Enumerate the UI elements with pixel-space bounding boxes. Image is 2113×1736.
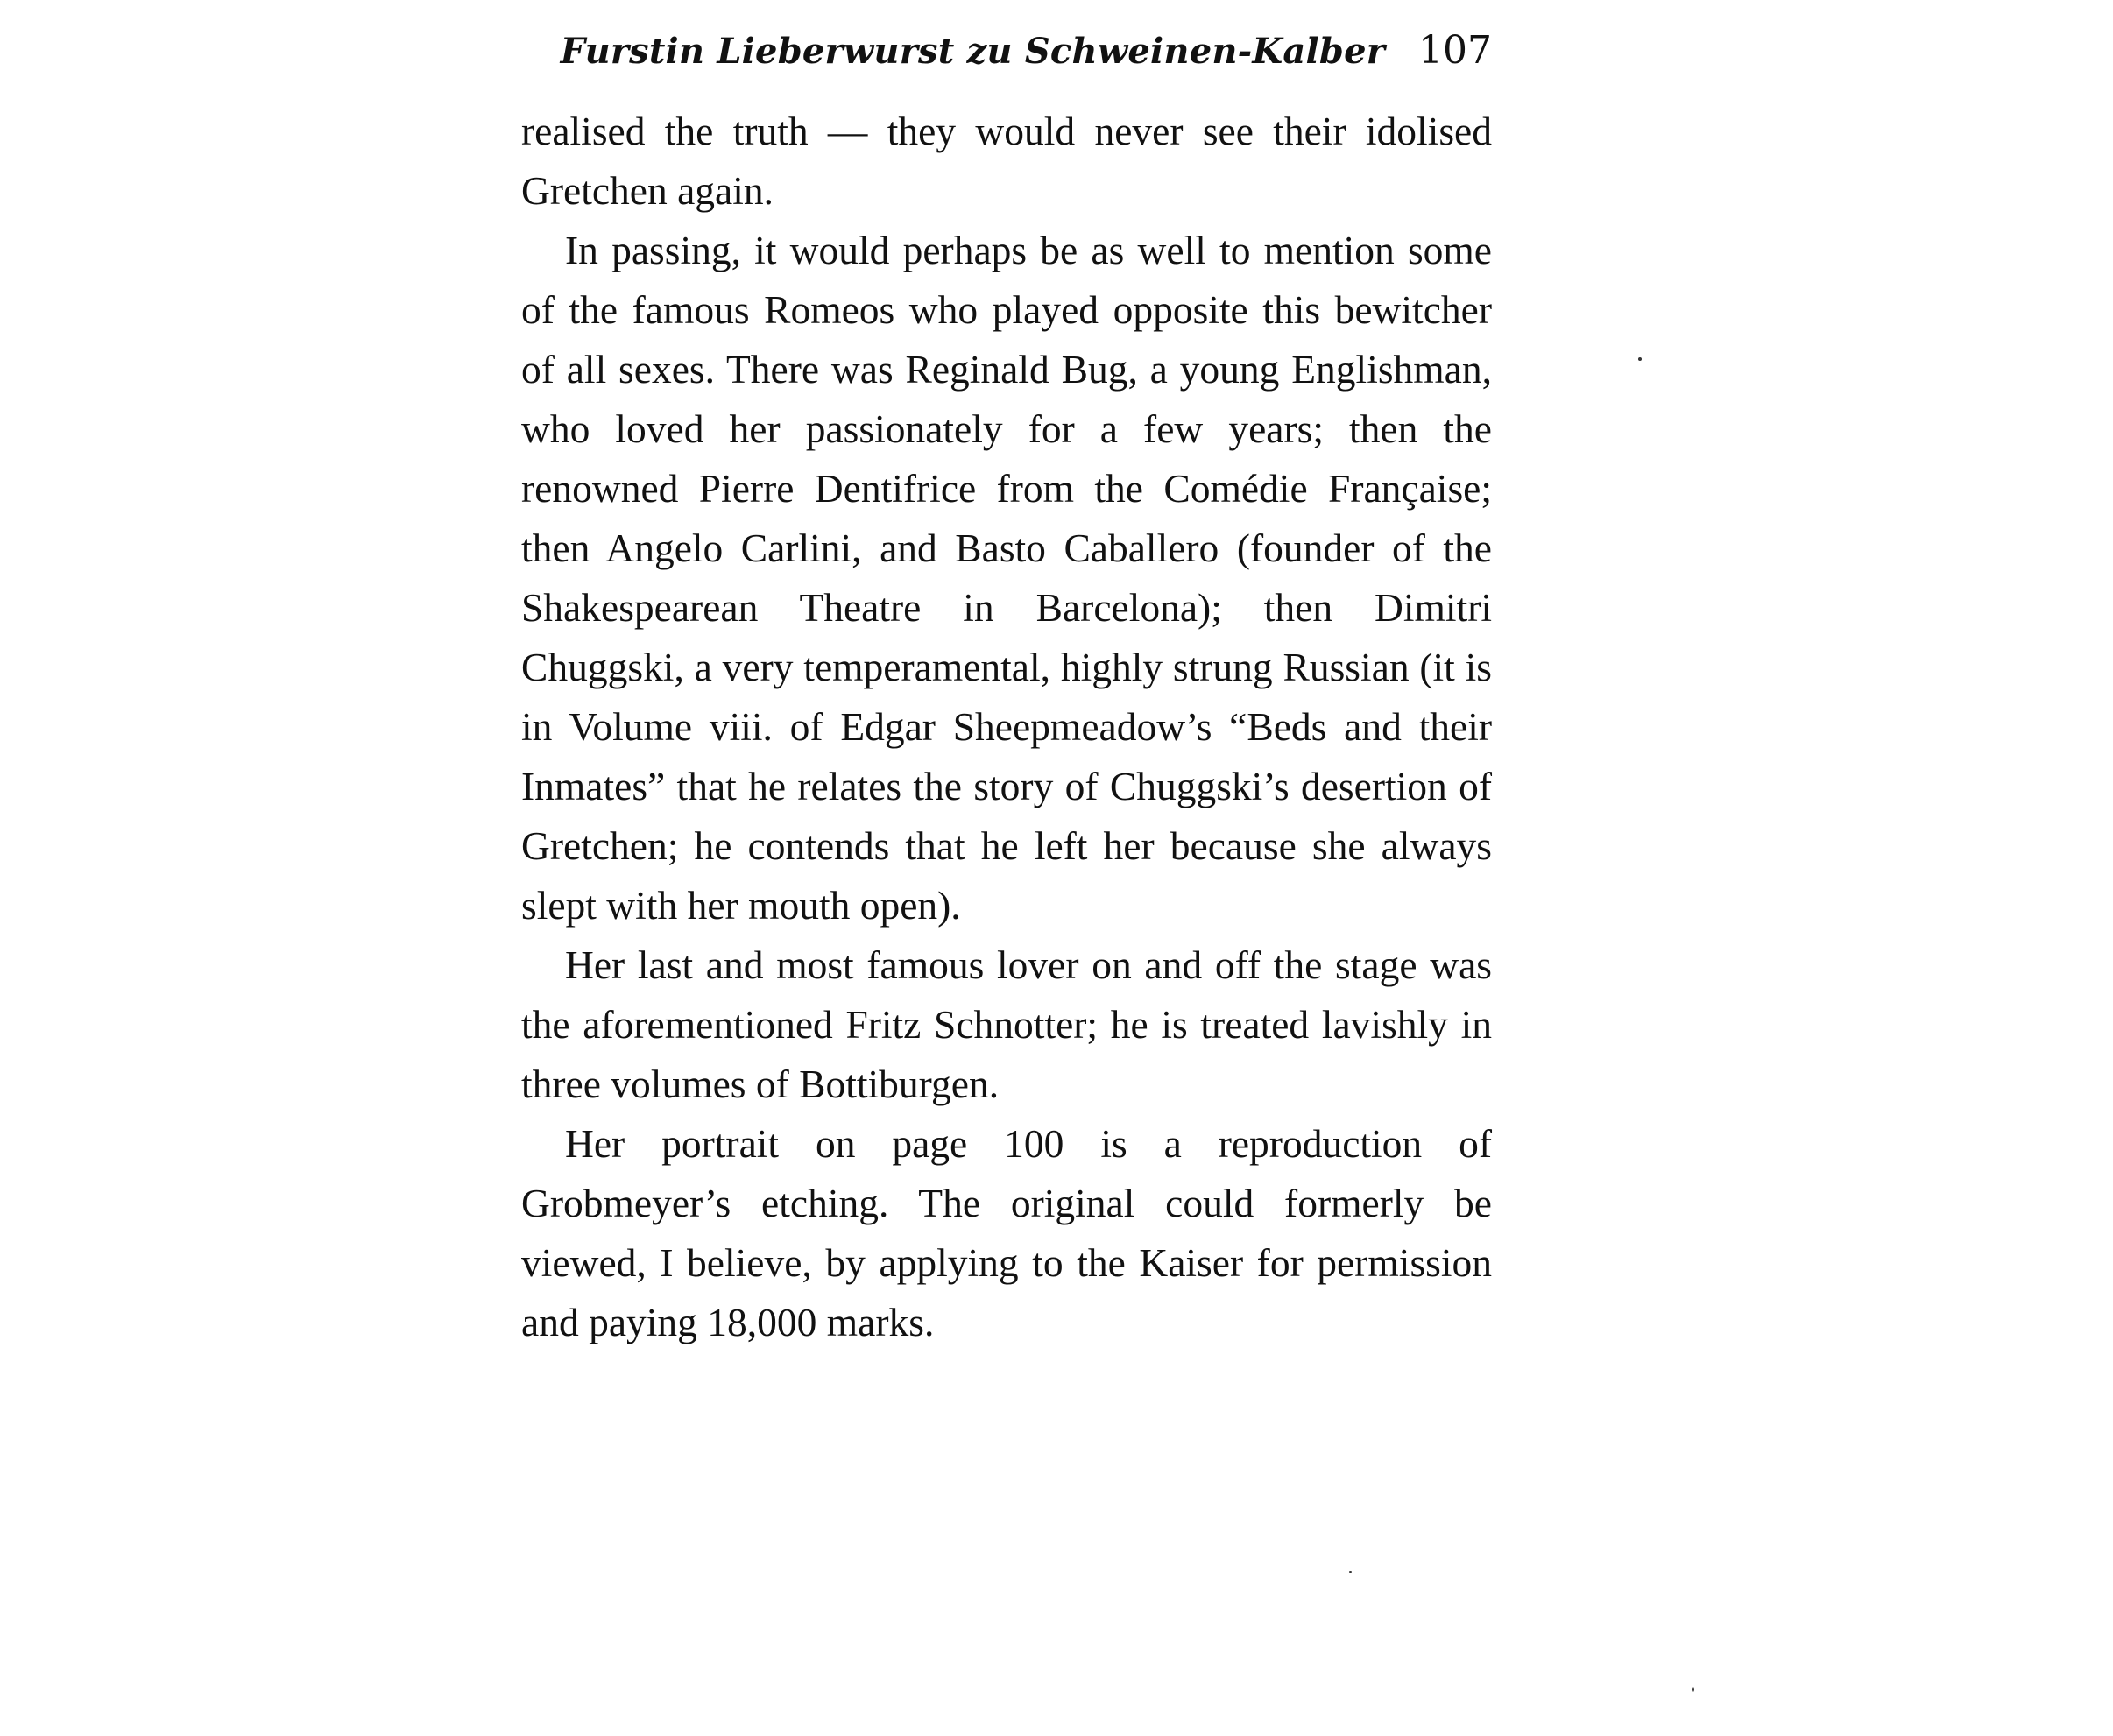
scan-speck: [1692, 1687, 1694, 1692]
scan-speck: [1638, 357, 1642, 361]
scan-speck: [1349, 1571, 1352, 1573]
paragraph: Her last and most famous lover on and off the stage was the aforementioned Fritz Schnotter; he is treated lavishly in three volumes of Bottiburgen.: [521, 942, 1492, 1106]
page-number: 107: [1418, 28, 1492, 73]
running-head: [521, 28, 1492, 89]
body-text: [521, 102, 1492, 1352]
paragraph: Her portrait on page 100 is a reproduction of Grobmeyer’s etching. The original could formerly be viewed, I believe, by applying to the Kaiser for permission and paying 18,000 marks.: [521, 1121, 1492, 1344]
running-head-title: Furstin Lieberwurst zu Schweinen-Kalber: [560, 31, 1386, 72]
paragraph: In passing, it would perhaps be as well to mention some of the famous Romeos who played opposite this bewitcher of all sexes. There was Reginald Bug, a young Englishman, who loved her passionately for a few years; then the renowned Pierre Dentifrice from the Comédie Française; then Angelo Carlini, and Basto Caballero (founder of the Shakespearean Theatre in Barcelona); then Dimitri Chuggski, a very temperamental, highly strung Russian (it is in Volume viii. of Edgar Sheepmeadow’s “Beds and their Inmates” that he relates the story of Chuggski’s desertion of Gretchen; he contends that he left her because she always slept with her mouth open).: [521, 228, 1492, 928]
paragraph: realised the truth — they would never see their idolised Gretchen again.: [521, 109, 1492, 213]
